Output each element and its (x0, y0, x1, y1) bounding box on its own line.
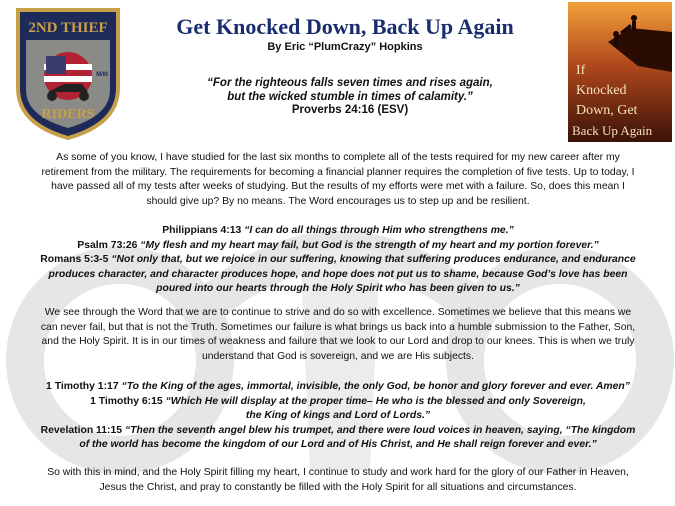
opening-verse (150, 76, 550, 104)
scripture-quote: “Which He will display at the proper time– He who is the blessed and only Sovereign, (165, 395, 586, 407)
scripture-quote: the King of kings and Lord of Lords.” (245, 410, 431, 422)
scripture-reference: Philippians 4:13 (162, 225, 245, 236)
knocked-down-poster (568, 2, 672, 142)
scripture-quote: “Then the seventh angel blew his trumpet, and there were loud voices in heaven, saying, “The kingdom (124, 424, 636, 436)
scripture-block-2 (8, 380, 668, 453)
poster-line-4: Back Up Again (572, 123, 653, 138)
scripture-line (8, 253, 668, 268)
scripture-reference: Revelation 11:15 (40, 424, 125, 436)
logo-top-text: 2ND THIEF (28, 20, 108, 36)
paragraph-line: understand that God is sovereign, and we are His subjects. (201, 350, 475, 362)
scripture-line (8, 380, 668, 395)
scripture-quote: of the world has become the kingdom of our Lord and of His Christ, and He shall reign forever and ever.” (79, 439, 597, 451)
paragraph-line: should give up? By no means. The Word encourages us to step up and be resilient. (146, 195, 530, 207)
opening-verse-reference: Proverbs 24:16 (ESV) (291, 104, 409, 116)
paragraph-intro (14, 151, 662, 209)
scripture-quote: produces character, and character produces hope, and hope does not put us to shame, because God’s love has been (48, 268, 628, 280)
club-logo (12, 6, 124, 140)
scripture-line (8, 282, 668, 297)
paragraph-line: So with this in mind, and the Holy Spirit filling my heart, I continue to study and work hard for the glory of our Father in Heaven, (47, 467, 629, 478)
paragraph-strive (14, 306, 662, 364)
paragraph-line: can never fail, but that is not the Truth. Sometimes our failure is what brings us back into a humble submission to the Father, Son, (40, 321, 636, 333)
scripture-quote: “Not only that, but we rejoice in our suffering, knowing that suffering produces endurance, and endurance (111, 254, 636, 266)
opening-verse-line: “For the righteous falls seven times and rises again, (207, 77, 493, 89)
scripture-block-1 (8, 224, 668, 297)
poster-line-2: Knocked (576, 83, 627, 98)
poster-line-1: If (576, 63, 586, 78)
scripture-reference: Psalm 73:26 (77, 239, 141, 251)
page-title: Get Knocked Down, Back Up Again (176, 14, 514, 39)
scripture-line (8, 224, 668, 239)
scripture-quote: “To the King of the ages, immortal, invisible, the only God, be honor and glory forever and ever. Amen” (121, 381, 630, 392)
scripture-quote: “I can do all things through Him who strengthens me.” (244, 225, 514, 236)
paragraph-line: We see through the Word that we are to continue to strive and do so with excellence. Sometimes we believe that this means we (44, 307, 632, 318)
paragraph-line: and the Holy Spirit. It is in our times of weakness and failure that we look to our Lord and drop to our knees. This is when we truly (41, 336, 635, 348)
paragraph-line: Jesus the Christ, and pray to constantly be filled with the Holy Spirit for all situations and circumstances. (99, 481, 577, 493)
paragraph-closing (14, 466, 662, 495)
scripture-line (8, 239, 668, 254)
scripture-line (8, 395, 668, 410)
scripture-quote: poured into our hearts through the Holy Spirit who has been given to us.” (156, 283, 520, 295)
paragraph-line: retirement from the military. The requirements for becoming a financial planner requires the completion of five tests. Up to today, I (41, 166, 635, 178)
scripture-reference: 1 Timothy 1:17 (46, 381, 122, 392)
scripture-line (8, 268, 668, 283)
scripture-line (8, 424, 668, 439)
poster-line-3: Down, Get (576, 103, 638, 118)
opening-verse-line: but the wicked stumble in times of calamity.” (227, 91, 473, 103)
logo-bottom-text: RIDERS (41, 107, 95, 122)
paragraph-line: As some of you know, I have studied for the last six months to complete all of the tests required for my new career after my (56, 152, 620, 163)
author-byline: By Eric “PlumCrazy” Hopkins (267, 41, 423, 53)
scripture-reference: Romans 5:3-5 (40, 254, 112, 266)
paragraph-line: have passed all of my tests after weeks of studying. But the results of my efforts were met with a failure. So, does this mean I (51, 181, 625, 193)
scripture-reference: 1 Timothy 6:15 (90, 395, 166, 407)
scripture-line (8, 438, 668, 453)
scripture-line (8, 409, 668, 424)
logo-side-text: M/M (96, 72, 108, 78)
scripture-quote: “My flesh and my heart may fail, but God is the strength of my heart and my portion forever.” (140, 239, 599, 251)
